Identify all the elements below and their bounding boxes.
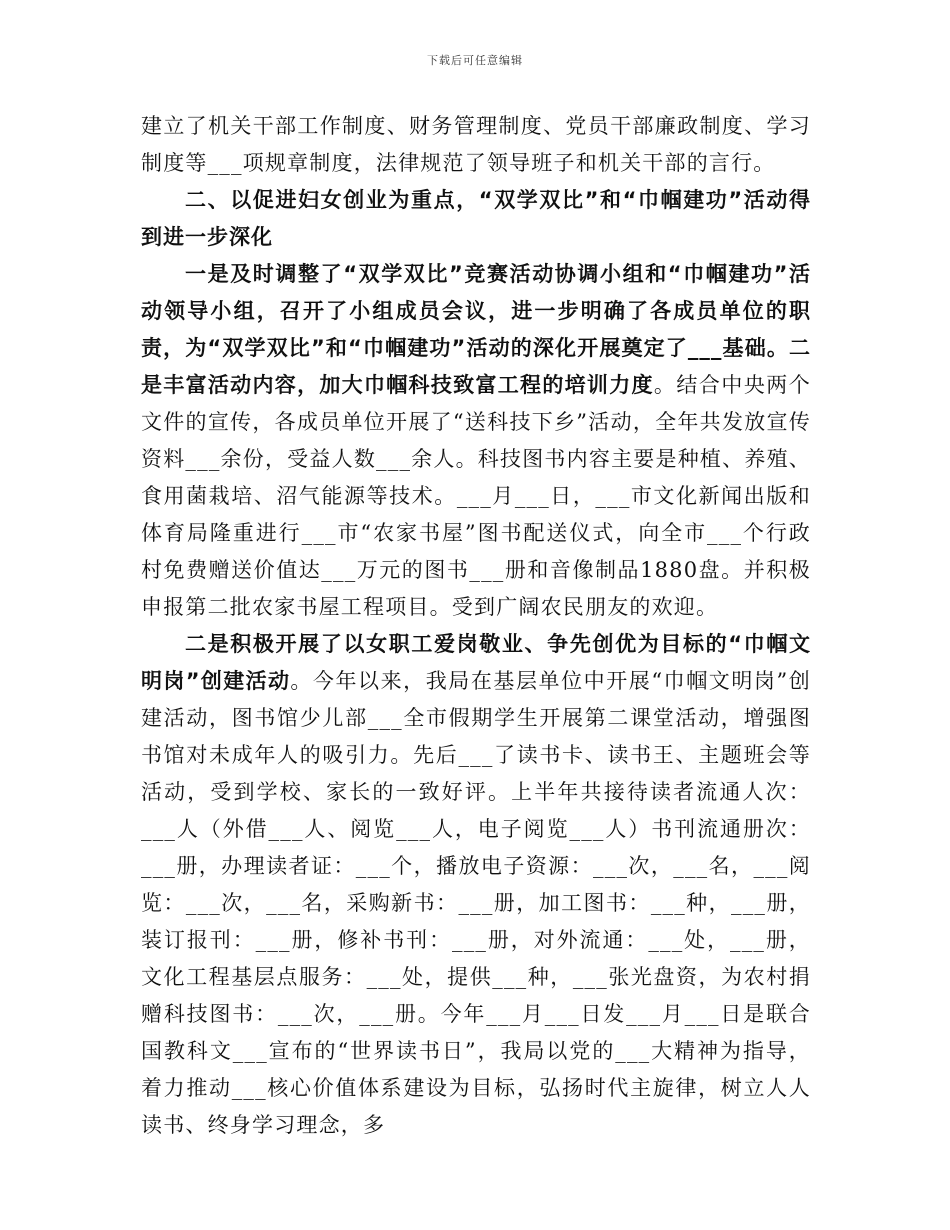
document-body [141,108,811,1144]
paragraph-civilized-post-text: 。今年以来，我局在基层单位中开展“巾帼文明岗”创建活动，图书馆少儿部___全市假期学生开展第二课堂活动，增强图书馆对未成年人的吸引力。先后___了读书卡、读书王、主题班会等活动，受到学校、家长的一致好评。上半年共接待读者流通人次：___人（外借___人、阅览___人，电子阅览___人）书刊流通册次：___册，办理读者证：___个，播放电子资源：___次，___名，___阅览：___次，___名，采购新书：___册，加工图书：___种，___册，装订报刊：___册，修补书刊：___册，对外流通：___处，___册，文化工程基层点服务：___处，提供___种，___张光盘资，为农村捐赠科技图书：___次，___册。今年___月___日发___月___日是联合国教科文___宣布的“世界读书日”，我局以党的___大精神为指导，着力推动___核心价值体系建设为目标，弘扬时代主旋律，树立人人读书、终身学习理念，多 [141,669,811,1137]
section-heading: 二、以促进妇女创业为重点，“双学双比”和“巾帼建功”活动得到进一步深化 [141,188,811,249]
paragraph-activities-text: 。结合中央两个文件的宣传，各成员单位开展了“送科技下乡”活动，全年共发放宣传资料___余份，受益人数___余人。科技图书内容主要是种植、养殖、食用菌栽培、沼气能源等技术。___月___日，___市文化新闻出版和体育局隆重进行___市“农家书屋”图书配送仪式，向全市___个行政村免费赠送价值达___万元的图书___册和音像制品1880盘。并积极申报第二批农家书屋工程项目。受到广阔农民朋友的欢迎。 [141,373,812,619]
paragraph-activities [141,256,811,626]
paragraph-activities-bold: 一是及时调整了“双学双比”竞赛活动协调小组和“巾帼建功”活动领导小组，召开了小组成员会议，进一步明确了各成员单位的职责，为“双学双比”和“巾帼建功”活动的深化开展奠定了___基础。二是丰富活动内容，加大巾帼科技致富工程的培训力度 [141,262,811,397]
paragraph-civilized-post [141,626,811,1144]
paragraph-civilized-post-bold: 二是积极开展了以女职工爱岗敬业、争先创优为目标的“巾帼文明岗”创建活动 [141,632,811,693]
paragraph-regulations: 建立了机关干部工作制度、财务管理制度、党员干部廉政制度、学习制度等___项规章制度，法律规范了领导班子和机关干部的言行。 [141,114,811,175]
header-note: 下载后可任意编辑 [427,54,523,67]
